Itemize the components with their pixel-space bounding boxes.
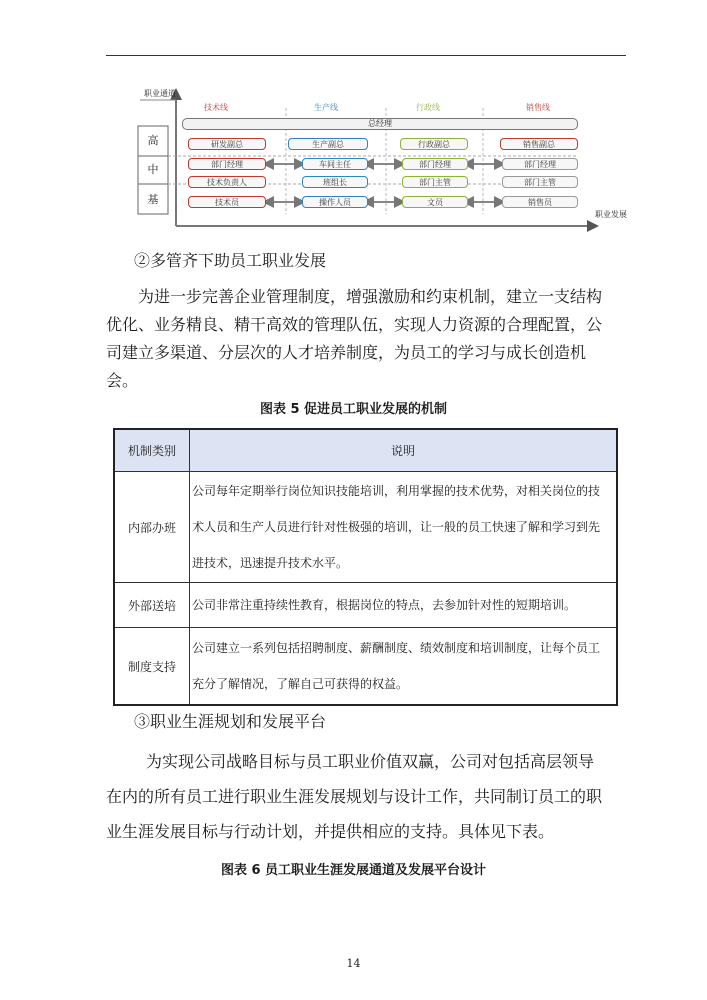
row-description xyxy=(190,628,618,706)
row-category: 内部办班 xyxy=(114,472,190,583)
cell-admin-dept-manager: 部门经理 xyxy=(402,158,468,170)
cell-team-leader: 班组长 xyxy=(302,176,368,188)
line-head-tech: 技术线 xyxy=(204,103,228,112)
section2-paragraph xyxy=(106,283,630,395)
table-header-row xyxy=(114,429,617,472)
level-base: 基 xyxy=(147,193,159,206)
cell-rd-vp: 研发副总 xyxy=(188,138,266,150)
cell-production-vp: 生产副总 xyxy=(288,138,368,150)
table5-caption: 图表 5 促进员工职业发展的机制 xyxy=(259,402,448,417)
cell-technician: 技术员 xyxy=(188,196,266,208)
level-mid: 中 xyxy=(147,163,159,176)
desc-line: 公司每年定期举行岗位知识技能培训，利用掌握的技术优势，对相关岗位的技 xyxy=(192,484,601,498)
level-high: 高 xyxy=(147,134,159,147)
row-description xyxy=(190,472,618,583)
cell-admin-supervisor: 部门主管 xyxy=(402,176,468,188)
header-category: 机制类别 xyxy=(114,429,190,472)
line-head-admin: 行政线 xyxy=(416,103,440,112)
para-line: 业生涯发展目标与行动计划，并提供相应的支持。具体见下表。 xyxy=(106,822,555,841)
row-category: 制度支持 xyxy=(114,628,190,706)
row-description xyxy=(190,583,618,628)
row-category: 外部送培 xyxy=(114,583,190,628)
desc-line: 公司建立一系列包括招聘制度、薪酬制度、绩效制度和培训制度，让每个员工 xyxy=(192,641,601,655)
top-position: 总经理 xyxy=(182,118,578,130)
cell-tech-lead: 技术负责人 xyxy=(188,176,266,188)
line-head-sales: 销售线 xyxy=(526,103,550,112)
section2-heading: ②多管齐下助员工职业发展 xyxy=(134,251,327,270)
header-rule xyxy=(106,55,626,56)
para-line: 为进一步完善企业管理制度，增强激励和约束机制，建立一支结构 xyxy=(138,287,603,306)
y-axis-label: 职业通道 xyxy=(144,89,176,98)
cell-sales-vp: 销售副总 xyxy=(500,138,578,150)
cell-workshop-director: 车间主任 xyxy=(302,158,368,170)
para-line: 司建立多渠道、分层次的人才培养制度，为员工的学习与成长创造机 xyxy=(106,343,587,362)
desc-line: 充分了解情况，了解自己可获得的权益。 xyxy=(192,677,409,691)
desc-line: 术人员和生产人员进行针对性极强的培训，让一般的员工快速了解和学习到先 xyxy=(192,520,601,534)
para-line: 在内的所有员工进行职业生涯发展规划与设计工作，共同制订员工的职 xyxy=(106,787,603,806)
cell-sales-dept-manager: 部门经理 xyxy=(502,158,578,170)
cell-clerk: 文员 xyxy=(402,196,468,208)
para-line: 会。 xyxy=(106,371,139,390)
para-line: 优化、业务精良、精干高效的管理队伍，实现人力资源的合理配置，公 xyxy=(106,315,603,334)
x-axis-label: 职业发展 xyxy=(595,210,627,219)
cell-admin-vp: 行政副总 xyxy=(400,138,468,150)
cell-sales-supervisor: 部门主管 xyxy=(502,176,578,188)
section3-heading: ③职业生涯规划和发展平台 xyxy=(134,712,327,731)
page-number: 14 xyxy=(346,957,361,970)
section3-paragraph xyxy=(106,744,630,849)
header-description: 说明 xyxy=(190,429,618,472)
table-row xyxy=(114,472,617,583)
desc-line: 进技术，迅速提升技术水平。 xyxy=(192,556,349,570)
cell-operator: 操作人员 xyxy=(302,196,368,208)
para-line: 为实现公司战略目标与员工职业价值双赢，公司对包括高层领导 xyxy=(146,752,595,771)
cell-tech-dept-manager: 部门经理 xyxy=(188,158,266,170)
table6-caption: 图表 6 员工职业生涯发展通道及发展平台设计 xyxy=(220,863,487,878)
table5 xyxy=(113,428,618,706)
career-path-diagram xyxy=(138,86,658,246)
table-row xyxy=(114,583,617,628)
table-row xyxy=(114,628,617,706)
line-head-production: 生产线 xyxy=(314,103,338,112)
desc-line: 公司非常注重持续性教育，根据岗位的特点，去参加针对性的短期培训。 xyxy=(192,598,577,612)
cell-salesperson: 销售员 xyxy=(502,196,578,208)
